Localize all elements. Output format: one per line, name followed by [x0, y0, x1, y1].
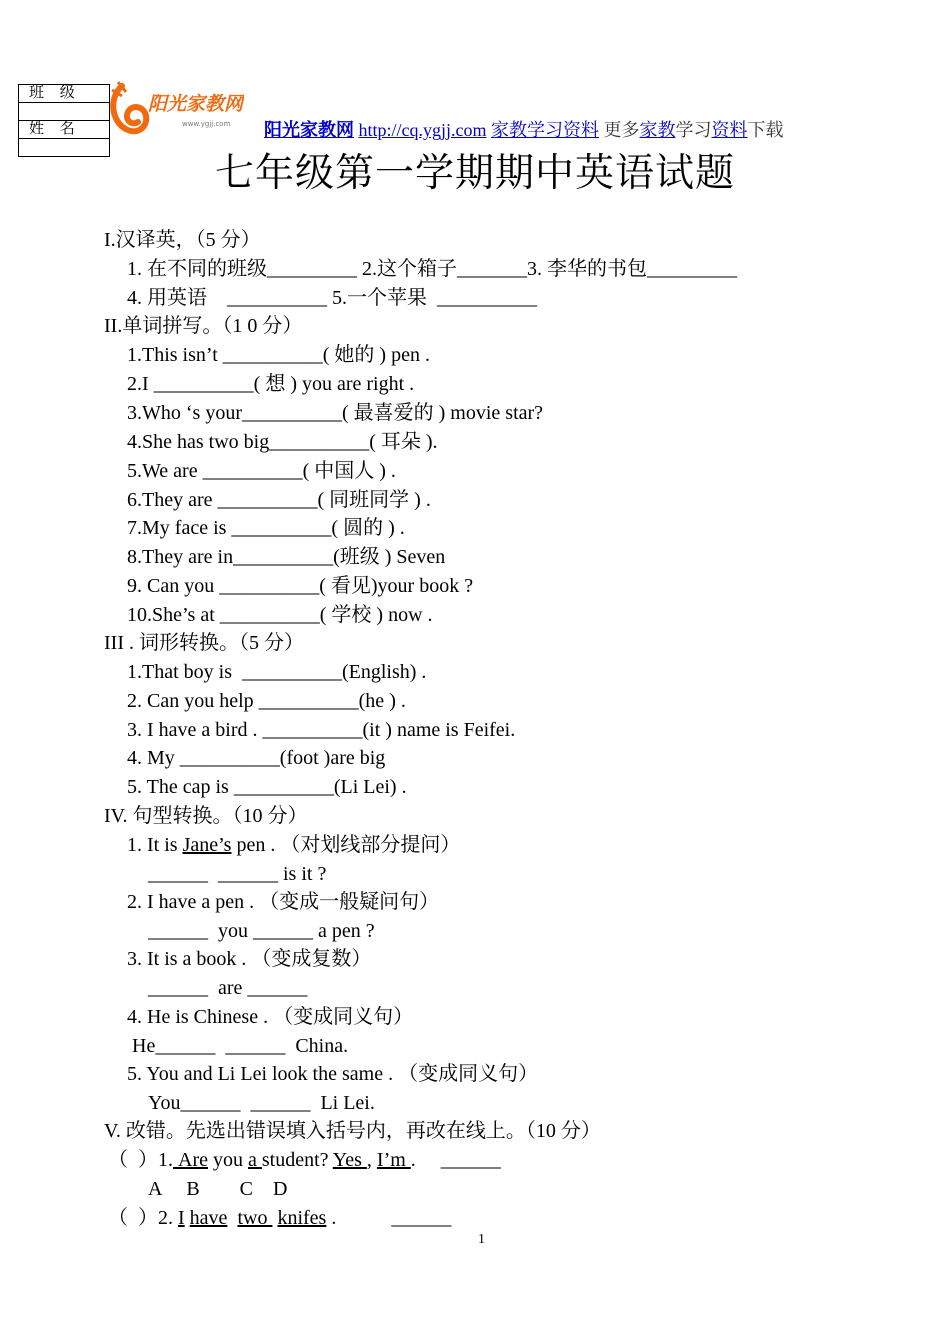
page-title: 七年级第一学期期中英语试题 — [214, 152, 735, 195]
transform-answer-5: You______ ______ Li Lei. — [148, 1092, 375, 1114]
section-5-heading: V. 改错。先选出错误填入括号内，再改在线上。（10 分） — [104, 1120, 601, 1142]
spelling-item: 4.She has two big__________( 耳朵 ). — [127, 431, 438, 453]
page-number: 1 — [478, 1232, 485, 1247]
spelling-item: 6.They are __________( 同班同学 ) . — [127, 489, 431, 511]
transform-answer-4: He______ ______ China. — [132, 1035, 349, 1057]
section-1-heading: I.汉译英，（5 分） — [104, 229, 261, 251]
section-2-heading: II.单词拼写。（1 0 分） — [104, 315, 303, 337]
transform-answer-3: ______ are ______ — [148, 977, 308, 999]
section-4-heading: IV. 句型转换。（10 分） — [104, 805, 308, 827]
error-question-2: （ ）2. I have two knifes . ______ — [108, 1207, 452, 1229]
transform-question-4: 4. He is Chinese . （变成同义句） — [127, 1006, 414, 1028]
header-links — [264, 116, 784, 142]
error-question-1: （ ）1. Are you a student? Yes , I’m . ______ — [108, 1149, 501, 1171]
section-1-line-2: 4. 用英语 __________ 5.一个苹果 __________ — [127, 287, 537, 309]
svg-text:阳光家教网: 阳光家教网 — [148, 93, 244, 115]
transform-answer-2: ______ you ______ a pen ? — [148, 920, 375, 942]
spelling-item: 10.She’s at __________( 学校 ) now . — [127, 604, 433, 626]
spelling-item: 2.I __________( 想 ) you are right . — [127, 373, 415, 395]
more-text: 更多家教学习资料下载 — [603, 120, 784, 140]
name-label-cell: 姓 名 — [19, 121, 110, 139]
study-materials-link[interactable]: 家教学习资料 — [491, 120, 599, 140]
error-question-1-letters: A B C D — [148, 1178, 288, 1200]
word-form-item: 1.That boy is __________(English) . — [127, 661, 427, 683]
word-form-item: 5. The cap is __________(Li Lei) . — [127, 776, 407, 798]
transform-question-2: 2. I have a pen . （变成一般疑问句） — [127, 891, 440, 913]
svg-text:www.ygjj.com: www.ygjj.com — [182, 120, 231, 128]
spelling-item: 1.This isn’t __________( 她的 ) pen . — [127, 344, 430, 366]
word-form-item: 2. Can you help __________(he ) . — [127, 690, 406, 712]
underlined-word: Jane’s — [182, 834, 232, 856]
section-3-heading: III . 词形转换。（5 分） — [104, 632, 304, 654]
spelling-item: 7.My face is __________( 圆的 ) . — [127, 517, 405, 539]
class-label-cell: 班 级 — [19, 85, 110, 103]
ygjj-logo — [108, 78, 244, 136]
site-name-link[interactable]: 阳光家教网 — [264, 120, 354, 140]
spelling-item: 8.They are in__________(班级 ) Seven — [127, 546, 446, 568]
site-url-link[interactable]: http://cq.ygjj.com — [358, 120, 487, 140]
transform-question-5: 5. You and Li Lei look the same . （变成同义句） — [127, 1063, 539, 1085]
spelling-item: 5.We are __________( 中国人 ) . — [127, 460, 396, 482]
transform-answer-1: ______ ______ is it ? — [148, 863, 327, 885]
word-form-item: 3. I have a bird . __________(it ) name is Feifei. — [127, 719, 516, 741]
spelling-item: 9. Can you __________( 看见)your book ? — [127, 575, 474, 597]
transform-question-1: 1. It is Jane’s pen . （对划线部分提问） — [127, 834, 461, 856]
spelling-item: 3.Who ‘s your__________( 最喜爱的 ) movie star? — [127, 402, 544, 424]
transform-question-3: 3. It is a book . （变成复数） — [127, 948, 372, 970]
word-form-item: 4. My __________(foot )are big — [127, 747, 386, 769]
section-1-line-1: 1. 在不同的班级_________ 2.这个箱子_______3. 李华的书包_________ — [127, 258, 737, 280]
class-value-cell[interactable] — [19, 103, 110, 121]
